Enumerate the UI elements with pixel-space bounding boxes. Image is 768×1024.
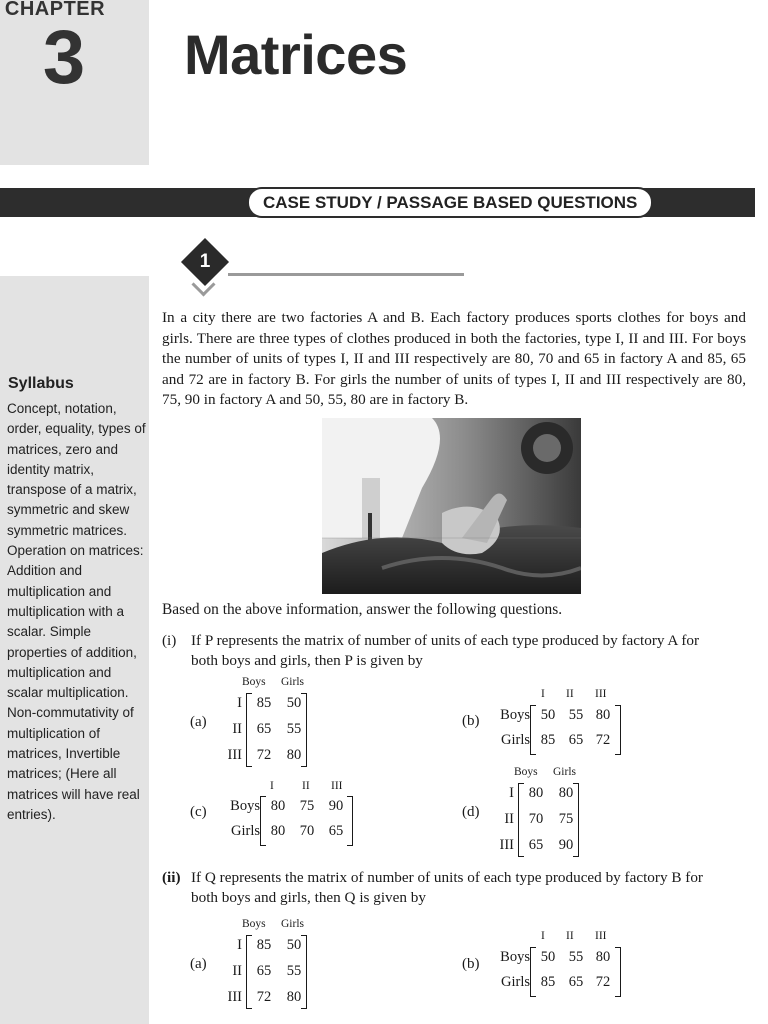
chapter-number: 3 <box>42 15 86 100</box>
option-2b-label[interactable]: (b) <box>462 956 480 972</box>
option-1a-label[interactable]: (a) <box>190 714 207 730</box>
option-2b-matrix <box>494 945 617 995</box>
option-1a-col-header: Girls <box>281 676 304 688</box>
option-2a-col-header: Girls <box>281 918 304 930</box>
option-1d-col-header: Boys <box>514 766 538 778</box>
option-1c-col-header: II <box>302 780 310 792</box>
row-label: II <box>232 720 242 737</box>
matrix-cell: 65 <box>568 732 584 748</box>
option-1c-col-header: I <box>270 780 274 792</box>
option-1c-matrix <box>222 794 351 844</box>
matrix-cell: 72 <box>595 974 611 990</box>
row-label: I <box>509 784 514 801</box>
question-2-text-line1: If Q represents the matrix of number of units of each type produced by factory B for <box>191 869 703 886</box>
row-label: Girls <box>501 732 530 748</box>
row-label: III <box>227 988 242 1005</box>
row-label: Boys <box>500 949 530 965</box>
row-label: Girls <box>501 974 530 990</box>
matrix-cell: 90 <box>558 836 574 853</box>
matrix-cell: 55 <box>568 707 584 723</box>
option-2b-col-header: III <box>595 930 607 942</box>
matrix-cell: 50 <box>540 707 556 723</box>
row-label: III <box>227 746 242 763</box>
option-1a-matrix <box>216 690 308 768</box>
matrix-cell: 55 <box>286 962 302 979</box>
matrix-cell: 72 <box>256 988 272 1005</box>
row-label: Girls <box>231 823 260 839</box>
chapter-title: Matrices <box>184 23 408 86</box>
option-1d-matrix <box>488 780 580 858</box>
question-1-text-line2: both boys and girls, then P is given by <box>191 652 423 669</box>
matrix-cell: 55 <box>286 720 302 737</box>
syllabus-body: Concept, notation, order, equality, types of matrices, zero and identity matrix, transpose of a matrix, symmetric and skew symmetric matrices. Operation on matrices: Addition and multiplication and multiplication with a scalar. Simple properties of addition, multiplication and scalar multiplication. Non-commutativity of multiplication of matrices, Invertible matrices; (Here all matrices will have real entries). <box>7 401 146 822</box>
matrix-cell: 50 <box>286 694 302 711</box>
option-2a-matrix <box>216 932 308 1010</box>
matrix-cell: 55 <box>568 949 584 965</box>
option-1d-label[interactable]: (d) <box>462 804 480 820</box>
matrix-cell: 50 <box>286 936 302 953</box>
matrix-cell: 85 <box>256 694 272 711</box>
row-label: II <box>504 810 514 827</box>
question-rule <box>228 273 464 276</box>
syllabus-heading: Syllabus <box>8 375 74 392</box>
option-1b-col-header: II <box>566 688 574 700</box>
matrix-cell: 85 <box>540 974 556 990</box>
section-band-title: CASE STUDY / PASSAGE BASED QUESTIONS <box>247 187 653 218</box>
question-2-text-line2: both boys and girls, then Q is given by <box>191 889 426 906</box>
matrix-cell: 50 <box>540 949 556 965</box>
matrix-cell: 80 <box>558 784 574 801</box>
option-1a-col-header: Boys <box>242 676 266 688</box>
option-2b-col-header: I <box>541 930 545 942</box>
instruction-text: Based on the above information, answer the following questions. <box>162 601 563 618</box>
matrix-cell: 90 <box>328 798 344 814</box>
matrix-cell: 80 <box>270 798 286 814</box>
row-label: I <box>237 694 242 711</box>
option-1b-label[interactable]: (b) <box>462 713 480 729</box>
question-1-tag: (i) <box>162 632 177 649</box>
option-1b-matrix <box>494 703 617 753</box>
question-1-text-line1: If P represents the matrix of number of units of each type produced by factory A for <box>191 632 700 649</box>
matrix-cell: 65 <box>256 962 272 979</box>
row-label: I <box>237 936 242 953</box>
matrix-cell: 70 <box>528 810 544 827</box>
matrix-cell: 80 <box>286 746 302 763</box>
option-2a-col-header: Boys <box>242 918 266 930</box>
option-1d-col-header: Girls <box>553 766 576 778</box>
chapter-label: CHAPTER <box>4 0 106 20</box>
option-1c-label[interactable]: (c) <box>190 804 207 820</box>
matrix-cell: 65 <box>568 974 584 990</box>
matrix-cell: 65 <box>328 823 344 839</box>
matrix-cell: 65 <box>528 836 544 853</box>
row-label: Boys <box>230 798 260 814</box>
matrix-cell: 75 <box>299 798 315 814</box>
matrix-cell: 70 <box>299 823 315 839</box>
matrix-cell: 85 <box>540 732 556 748</box>
matrix-cell: 80 <box>270 823 286 839</box>
row-label: II <box>232 962 242 979</box>
matrix-cell: 65 <box>256 720 272 737</box>
matrix-cell: 75 <box>558 810 574 827</box>
sewing-machine-photo <box>322 418 581 594</box>
option-2a-label[interactable]: (a) <box>190 956 207 972</box>
matrix-cell: 80 <box>286 988 302 1005</box>
question-number: 1 <box>199 251 211 272</box>
option-1c-col-header: III <box>331 780 343 792</box>
row-label: Boys <box>500 707 530 723</box>
matrix-cell: 80 <box>595 949 611 965</box>
question-2-tag: (ii) <box>162 869 181 886</box>
option-1b-col-header: I <box>541 688 545 700</box>
matrix-cell: 72 <box>256 746 272 763</box>
passage-text: In a city there are two factories A and B. Each factory produces sports clothes for boys and girls. There are three types of clothes produced in both the factories, type I, II and III. For boys the number of units of types I, II and III respectively are 80, 70 and 65 in factory A and 85, 65 and 72 are in factory B. For girls the number of units of types I, II and III respectively are 80, 75, 90 in factory A and 50, 55, 80 are in factory B. <box>162 309 746 409</box>
matrix-cell: 85 <box>256 936 272 953</box>
option-2b-col-header: II <box>566 930 574 942</box>
matrix-cell: 80 <box>528 784 544 801</box>
row-label: III <box>499 836 514 853</box>
matrix-cell: 72 <box>595 732 611 748</box>
matrix-cell: 80 <box>595 707 611 723</box>
option-1b-col-header: III <box>595 688 607 700</box>
